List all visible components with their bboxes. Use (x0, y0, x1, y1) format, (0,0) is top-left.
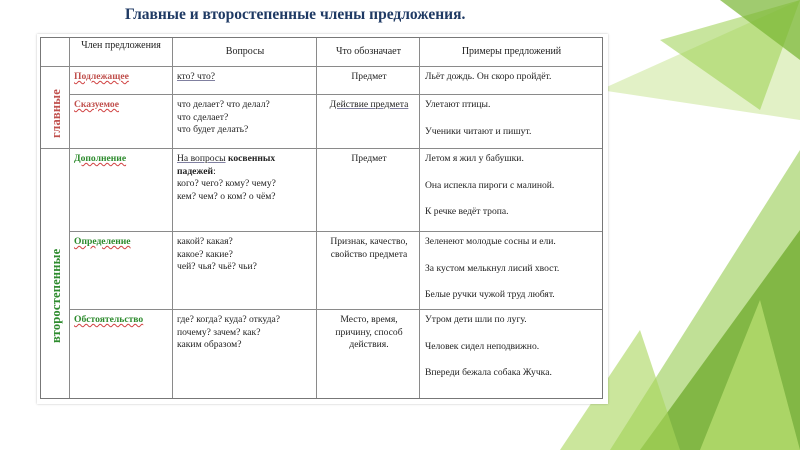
meaning-adverbial: Место, время, причину, способ действия. (335, 314, 403, 350)
col-divider (69, 38, 70, 398)
questions-subject: кто? что? (177, 71, 216, 82)
questions-object: На вопросы косвенных падежей: кого? чего? кому? чему? кем? чем? о ком? о чём? (177, 153, 276, 202)
examples-object: Летом я жил у бабушки. Она испекла пироги с малиной. К речке ведёт тропа. (425, 153, 555, 217)
row-divider (41, 148, 602, 149)
header-member: Член предложения (81, 40, 161, 51)
header-examples: Примеры предложений (461, 46, 562, 57)
header-meaning: Что обозначает (336, 46, 401, 57)
meaning-attribute: Признак, качество, свойство предмета (330, 236, 408, 260)
examples-predicate: Улетают птицы. Ученики читают и пишут. (425, 99, 532, 137)
term-attribute: Определение (74, 236, 131, 247)
term-object: Дополнение (74, 153, 127, 164)
meaning-object: Предмет (351, 153, 387, 164)
example-subject: Льёт дождь. Он скоро пройдёт. (425, 71, 552, 82)
questions-adverbial: где? когда? куда? откуда? почему? зачем? как? каким образом? (177, 314, 280, 350)
header-questions: Вопросы (225, 46, 265, 57)
term-predicate: Сказуемое (74, 99, 119, 110)
page-title: Главные и второстепенные члены предложения. (125, 6, 466, 23)
meaning-predicate: Действие предмета (329, 99, 409, 110)
row-divider (41, 66, 602, 67)
table-sheet (37, 34, 608, 404)
questions-predicate: что делает? что делал? что сделает? что будет делать? (177, 99, 270, 135)
group-label-secondary: второстепенные (49, 248, 63, 343)
row-divider (69, 94, 602, 95)
examples-attribute: Зеленеют молодые сосны и ели. За кустом мелькнул лисий хвост. Белые ручки чужой труд любят. (425, 236, 560, 300)
examples-adverbial: Утром дети шли по лугу. Человек сидел неподвижно. Впереди бежала собака Жучка. (425, 314, 552, 378)
col-divider (419, 38, 420, 398)
row-divider (69, 309, 602, 310)
col-divider (172, 38, 173, 398)
term-subject: Подлежащее (74, 71, 129, 82)
group-label-main: главные (49, 89, 63, 138)
term-adverbial: Обстоятельство (74, 314, 144, 325)
questions-attribute: какой? какая? какое? какие? чей? чья? чьё? чьи? (177, 236, 257, 272)
meaning-subject: Предмет (351, 71, 387, 82)
members-table (40, 37, 603, 399)
row-divider (69, 231, 602, 232)
col-divider (316, 38, 317, 398)
